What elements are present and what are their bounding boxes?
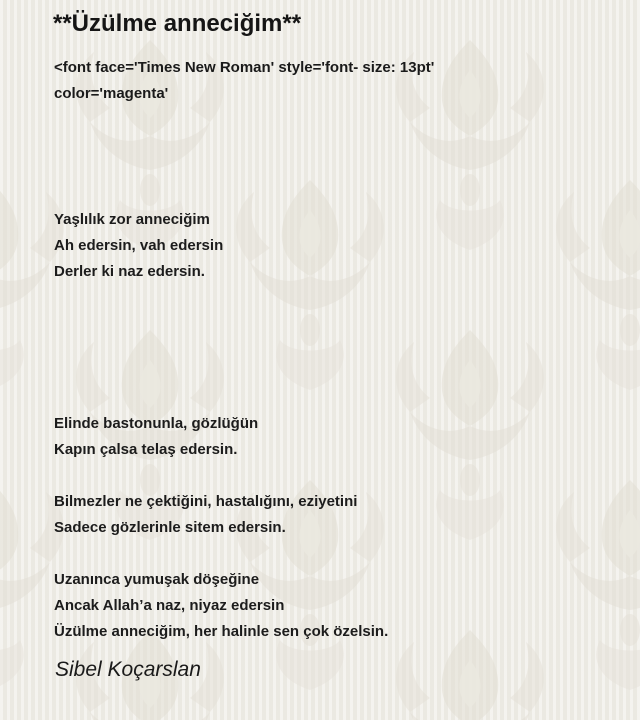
poem-line: Derler ki naz edersin. bbox=[54, 263, 205, 280]
poem-line: Yaşlılık zor anneciğim bbox=[54, 211, 210, 228]
poem-line: Sadece gözlerinle sitem edersin. bbox=[54, 519, 286, 536]
poem-line: Üzülme anneciğim, her halinle sen çok özelsin. bbox=[54, 623, 389, 640]
stanza-1 bbox=[54, 207, 223, 285]
poem-line: Kapın çalsa telaş edersin. bbox=[54, 441, 238, 458]
stanza-4 bbox=[54, 567, 388, 645]
poem-line: Elinde bastonunla, gözlüğün bbox=[54, 415, 259, 432]
stanza-2 bbox=[54, 411, 258, 463]
poem-title: **Üzülme anneciğim** bbox=[53, 10, 302, 37]
poem-line: Ancak Allah’a naz, niyaz edersin bbox=[54, 597, 285, 614]
poem-author: Sibel Koçarslan bbox=[55, 658, 201, 681]
poem-line: Bilmezler ne çektiğini, hastalığını, eziyetini bbox=[54, 493, 358, 510]
raw-markup-text: <font face='Times New Roman' style='font- size: 13pt' color='magenta' bbox=[54, 59, 435, 102]
stanza-3 bbox=[54, 489, 357, 541]
poem-line: Uzanınca yumuşak döşeğine bbox=[54, 571, 260, 588]
poem-line: Ah edersin, vah edersin bbox=[54, 237, 224, 254]
